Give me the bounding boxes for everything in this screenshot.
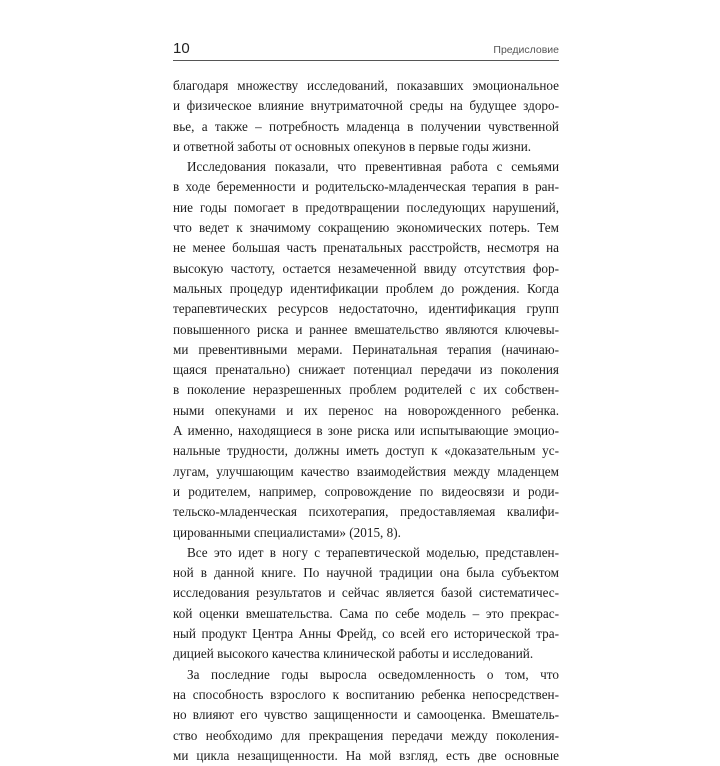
text-line: ние годы помогает в предотвращении последующих нарушений, xyxy=(173,199,559,215)
text-line: терапевтических ресурсов недостаточно, идентификация групп xyxy=(173,301,559,317)
text-line: мальных процедур идентификации проблем до рождения. Когда xyxy=(173,280,559,296)
text-line: что ведет к значимому сокращению экономических потерь. Тем xyxy=(173,220,559,236)
text-line: благодаря множеству исследований, показавших эмоциональное xyxy=(173,78,559,93)
text-line: тельско-младенческая психотерапия, предоставляемая квалифи- xyxy=(173,504,559,520)
page-number: 10 xyxy=(173,40,190,57)
text-line: Исследования показали, что превентивная работа с семьями xyxy=(187,159,559,175)
header-rule xyxy=(173,60,559,61)
text-line: и родителем, например, сопровождение по видеосвязи и роди- xyxy=(173,483,559,499)
body-text xyxy=(173,76,559,766)
text-line: в ходе беременности и родительско-младенческая терапия в ран- xyxy=(173,179,559,195)
paragraph xyxy=(173,543,559,665)
text-line: и ответной заботы от основных опекунов в первые годы жизни. xyxy=(173,138,532,154)
text-line: ми цикла незащищенности. На мой взгляд, есть две основные xyxy=(173,747,559,763)
text-line: ми превентивными мерами. Перинатальная терапия (начинаю- xyxy=(173,341,559,357)
text-line: Все это идет в ногу с терапевтической моделью, представлен- xyxy=(187,544,559,560)
text-line: исследования результатов и сейчас является базой систематичес- xyxy=(173,585,559,601)
running-title: Предисловие xyxy=(493,44,559,56)
text-line: ный продукт Центра Анны Фрейд, со всей его исторической тра- xyxy=(173,626,559,642)
page-header xyxy=(173,38,559,60)
text-line: щаяся пренатально) снижает потенциал передачи из поколения xyxy=(173,362,559,378)
text-line: на способность взрослого к воспитанию ребенка непосредствен- xyxy=(173,686,559,702)
paragraph xyxy=(173,157,559,543)
text-line: кой оценки вмешательства. Сама по себе модель – это прекрас- xyxy=(173,605,559,621)
text-line: А именно, находящиеся в зоне риска или испытывающие эмоцио- xyxy=(173,423,559,439)
text-line: ство необходимо для прекращения передачи между поколения- xyxy=(173,727,559,743)
text-line: ной в данной книге. По научной традиции она была субъектом xyxy=(173,565,559,581)
text-line: дицией высокого качества клинической работы и исследований. xyxy=(173,646,534,662)
text-line: За последние годы выросла осведомленность о том, что xyxy=(187,666,559,682)
text-line: ными опекунами и их перенос на новорожденного ребенка. xyxy=(173,402,559,418)
text-line: но влияют его чувство защищенности и самооценка. Вмешатель- xyxy=(173,707,559,723)
text-line: вье, а также – потребность младенца в получении чувственной xyxy=(173,118,559,134)
text-line: лугам, улучшающим качество взаимодействия между младенцем xyxy=(173,463,559,479)
text-line: нальные трудности, должны иметь доступ к «доказательным ус- xyxy=(173,443,559,459)
paragraph xyxy=(173,76,559,157)
text-line: в поколение неразрешенных проблем родителей с их собствен- xyxy=(173,382,559,398)
text-line: не менее большая часть пренатальных расстройств, несмотря на xyxy=(173,240,559,256)
text-line: и физическое влияние внутриматочной среды на будущее здоро- xyxy=(173,98,559,114)
paragraph xyxy=(173,665,559,766)
text-line: повышенного риска и раннее вмешательство являются ключевы- xyxy=(173,321,559,337)
text-line: цированными специалистами» (2015, 8). xyxy=(173,524,401,540)
text-line: высокую частоту, остается незамеченной ввиду отсутствия фор- xyxy=(173,260,559,276)
